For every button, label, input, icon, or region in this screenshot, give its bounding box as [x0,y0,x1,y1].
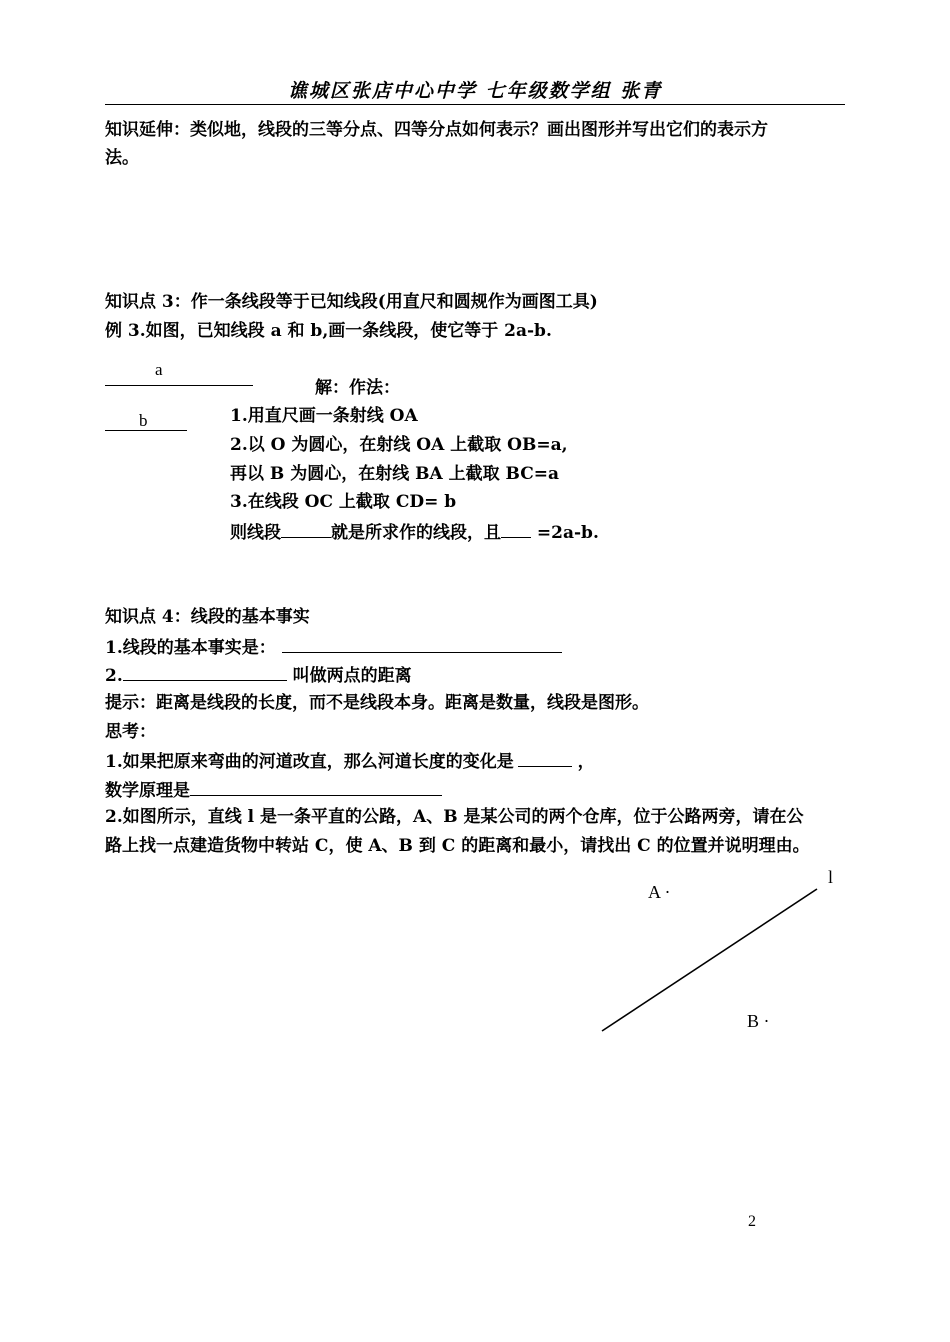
extension-line-1: 知识延伸：类似地，线段的三等分点、四等分点如何表示？画出图形并写出它们的表示方 [105,120,768,140]
think-1-text: 1.如果把原来弯曲的河道改直，那么河道长度的变化是 [105,752,514,772]
solution-head: 解：作法： [315,378,400,398]
think-label: 思考： [105,722,156,742]
point-b-label: B · [747,1011,770,1031]
step-1: 1.用直尺画一条射线 OA [230,406,418,426]
conclusion-pre: 则线段 [230,523,281,543]
point4-title: 知识点 4：线段的基本事实 [105,607,310,627]
think-2-line-1: 2.如图所示，直线 l 是一条平直的公路，A、B 是某公司的两个仓库，位于公路两旁，请在公 [105,807,804,827]
page-number: 2 [748,1213,756,1230]
step-2b: 再以 B 为圆心，在射线 BA 上截取 BC=a [230,464,559,484]
line-l-label: l [828,867,834,887]
think-1b-text: 数学原理是 [105,781,190,801]
q2-text: 叫做两点的距离 [286,666,412,686]
step-2: 2.以 O 为圆心，在射线 OA 上截取 OB=a, [230,435,568,455]
think-2-line-2: 路上找一点建造货物中转站 C，使 A、B 到 C 的距离和最小，请找出 C 的位置并说明理由。 [105,836,810,856]
q1-text: 1.线段的基本事实是： [105,638,276,658]
road-line-l [602,889,817,1031]
q2-number: 2. [105,666,123,686]
conclusion-mid: 就是所求作的线段，且 [331,523,501,543]
segment-a-label: a [155,360,163,379]
extension-line-2: 法。 [105,148,139,168]
step-3: 3.在线段 OC 上截取 CD= b [230,492,457,512]
page-header: 谯城区张店中心中学 七年级数学组 张青 [287,80,663,102]
segment-b-label: b [139,411,148,430]
point-a-label: A · [648,882,671,902]
point3-title: 知识点 3：作一条线段等于已知线段(用直尺和圆规作为画图工具) [105,292,598,312]
hint: 提示：距离是线段的长度，而不是线段本身。距离是数量，线段是图形。 [105,693,649,713]
conclusion-post: =2a-b. [531,523,599,543]
think-1-tail: ， [571,752,595,772]
point3-example: 例 3.如图，已知线段 a 和 b,画一条线段，使它等于 2a-b. [105,321,552,341]
